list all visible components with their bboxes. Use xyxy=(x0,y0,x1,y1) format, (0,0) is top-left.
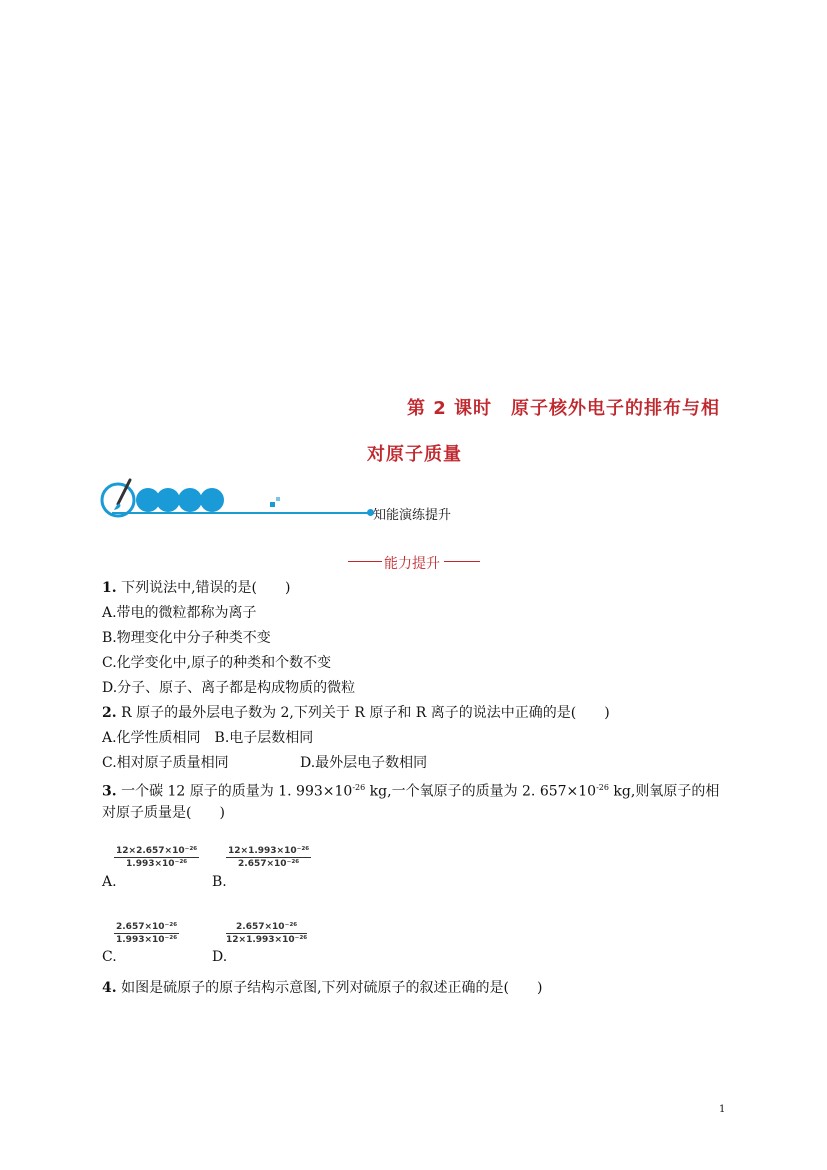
banner-dot-icon xyxy=(178,488,202,512)
fraction-numerator: 12×2.657×10⁻²⁶ xyxy=(116,846,198,856)
option-d: D.分子、原子、离子都是构成物质的微粒 xyxy=(102,680,356,696)
question-text: 如图是硫原子的原子结构示意图,下列对硫原子的叙述正确的是( ) xyxy=(121,980,543,996)
question-number: 3. xyxy=(102,783,117,800)
fraction-c xyxy=(114,922,179,945)
question-stem xyxy=(102,978,542,998)
question-text-part1: 一个碳 12 原子的质量为 1. 993×10 xyxy=(121,783,353,800)
fraction-denominator: 1.993×10⁻²⁶ xyxy=(116,935,178,945)
option-b: B.物理变化中分子种类不变 xyxy=(102,630,271,646)
fraction-numerator: 2.657×10⁻²⁶ xyxy=(226,922,307,934)
question-stem xyxy=(102,778,719,802)
fraction-a xyxy=(114,846,199,869)
option-c-label: C. xyxy=(102,949,117,965)
exponent: -26 xyxy=(596,783,609,792)
section-rule-right xyxy=(444,561,480,562)
page-number: 1 xyxy=(719,1104,726,1115)
exponent: -26 xyxy=(352,783,366,792)
lesson-title-line1: 第 2 课时 原子核外电子的排布与相 xyxy=(407,398,721,419)
option-c: C.化学变化中,原子的种类和个数不变 xyxy=(102,655,332,671)
option-d: D.最外层电子数相同 xyxy=(300,755,428,771)
brush-logo-icon xyxy=(100,476,140,522)
option-ab: A.化学性质相同 B.电子层数相同 xyxy=(102,730,314,746)
question-number: 1. xyxy=(102,580,117,596)
lesson-title-line2: 对原子质量 xyxy=(367,444,462,465)
question-text-part3: kg,则氧原子的相 xyxy=(608,783,720,800)
banner-square-icon xyxy=(270,502,275,507)
banner-label: 知能演练提升 xyxy=(373,508,452,523)
question-number: 4. xyxy=(102,980,117,996)
fraction-denominator: 2.657×10⁻²⁶ xyxy=(238,859,300,869)
question-text-part2: kg,一个氧原子的质量为 2. 657×10 xyxy=(365,783,597,800)
question-stem xyxy=(102,703,610,723)
question-text: 下列说法中,错误的是( ) xyxy=(121,580,291,596)
question-text: R 原子的最外层电子数为 2,下列关于 R 原子和 R 离子的说法中正确的是( ) xyxy=(121,705,610,721)
fraction-denominator: 12×1.993×10⁻²⁶ xyxy=(226,935,308,945)
question-stem xyxy=(102,578,290,598)
question-text-line2: 对原子质量是( ) xyxy=(102,805,225,821)
banner-dot-icon xyxy=(200,488,224,512)
option-c: C.相对原子质量相同 xyxy=(102,755,229,771)
fraction-b xyxy=(226,846,311,869)
banner-rule xyxy=(112,512,370,514)
option-a: A.带电的微粒都称为离子 xyxy=(102,605,257,621)
option-a-label: A. xyxy=(102,874,117,890)
option-b-label: B. xyxy=(212,874,227,890)
fraction-numerator: 12×1.993×10⁻²⁶ xyxy=(228,846,310,856)
fraction-numerator: 2.657×10⁻²⁶ xyxy=(116,922,178,932)
section-rule-left xyxy=(348,561,382,562)
banner-square-icon xyxy=(276,497,280,501)
fraction-denominator: 1.993×10⁻²⁶ xyxy=(126,859,188,869)
banner-dot-icon xyxy=(156,488,180,512)
section-label: 能力提升 xyxy=(384,556,440,572)
question-number: 2. xyxy=(102,705,117,721)
fraction-d xyxy=(226,922,307,945)
option-d-label: D. xyxy=(212,949,228,965)
